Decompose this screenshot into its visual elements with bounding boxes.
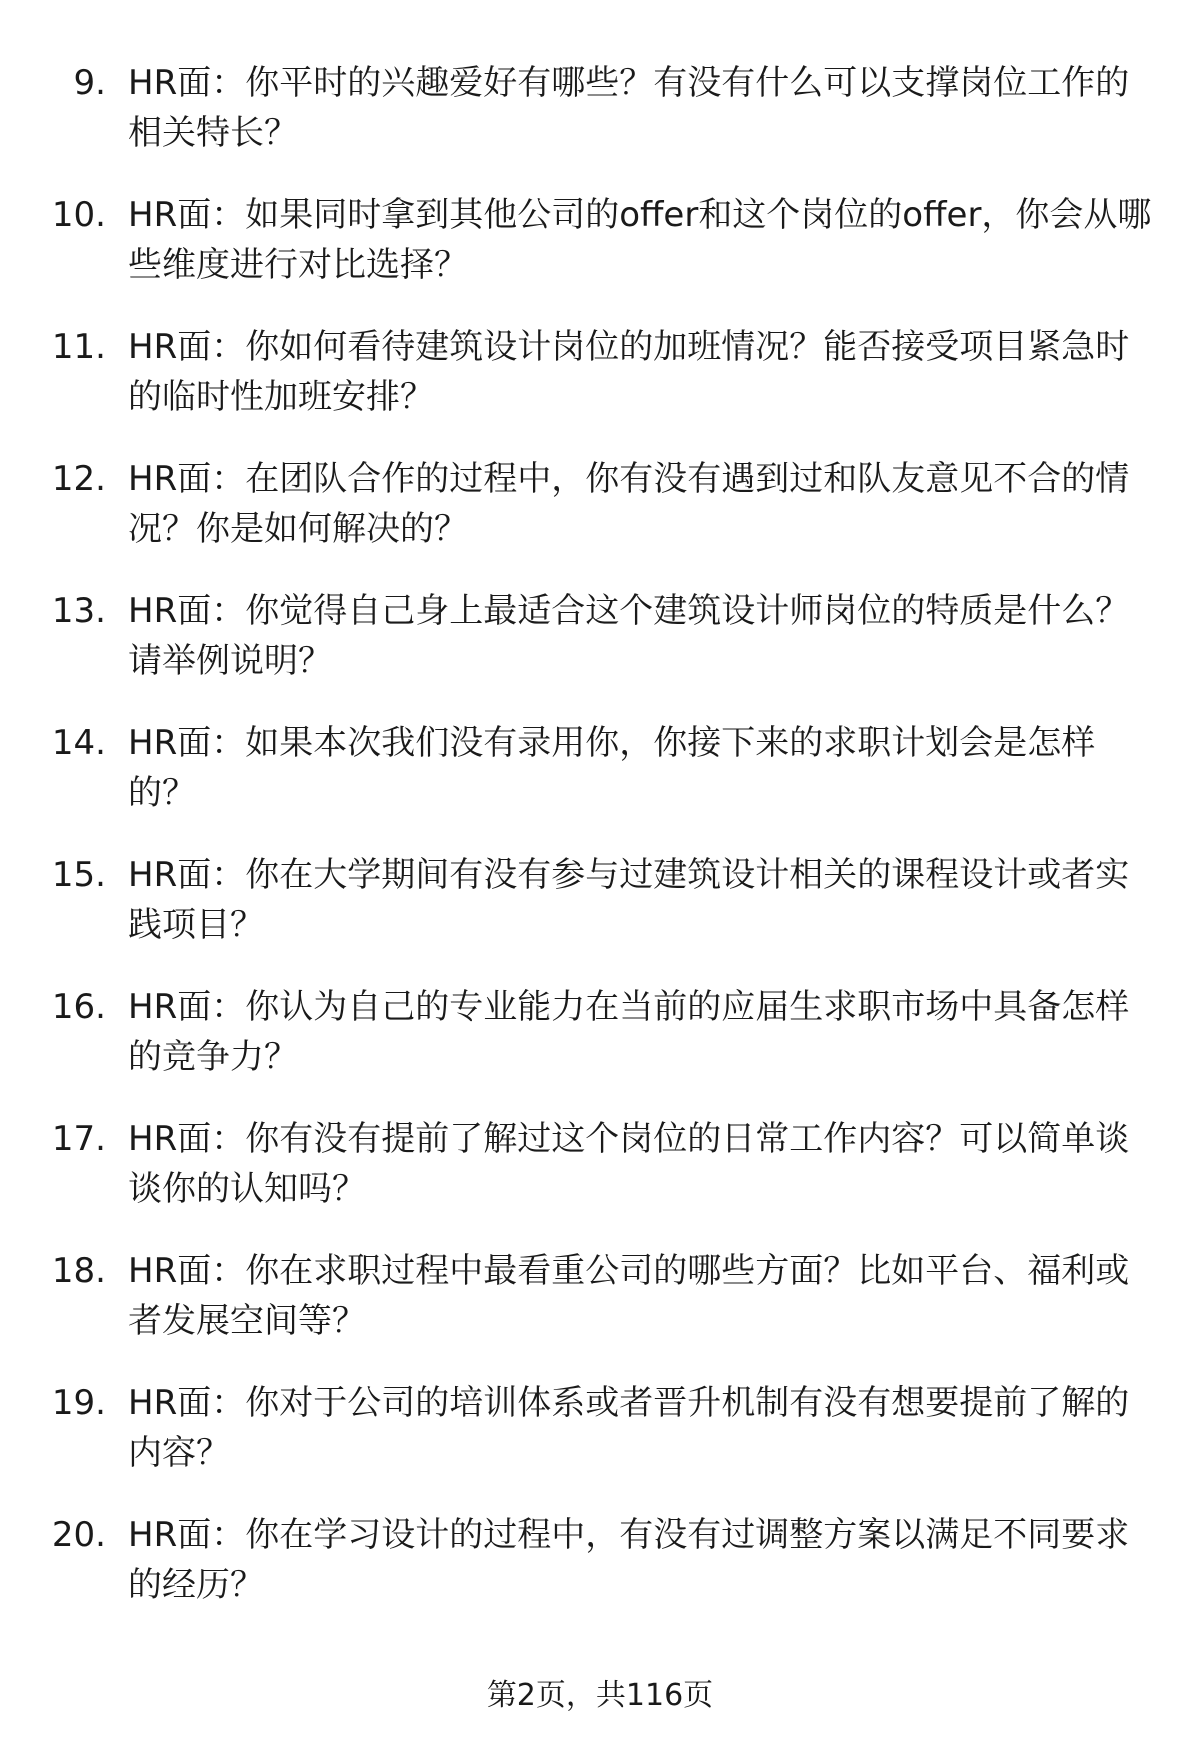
question-text: HR面：你在学习设计的过程中，有没有过调整方案以满足不同要求的经历？ bbox=[128, 1515, 1130, 1605]
list-item bbox=[0, 1378, 1200, 1510]
list-item bbox=[0, 454, 1200, 586]
question-number: 13. bbox=[51, 591, 106, 631]
list-item bbox=[0, 850, 1200, 982]
question-number: 19. bbox=[51, 1383, 106, 1423]
question-text: HR面：你在大学期间有没有参与过建筑设计相关的课程设计或者实践项目？ bbox=[128, 855, 1130, 945]
question-text: HR面：如果同时拿到其他公司的offer和这个岗位的offer，你会从哪些维度进行对比选择？ bbox=[128, 195, 1152, 285]
question-text: HR面：你如何看待建筑设计岗位的加班情况？能否接受项目紧急时的临时性加班安排？ bbox=[128, 327, 1130, 417]
question-text: HR面：你在求职过程中最看重公司的哪些方面？比如平台、福利或者发展空间等？ bbox=[128, 1251, 1130, 1341]
question-number: 18. bbox=[51, 1251, 106, 1291]
question-number: 17. bbox=[51, 1119, 106, 1159]
list-item bbox=[0, 1510, 1200, 1642]
page-footer: 第2页，共116页 bbox=[486, 1678, 714, 1713]
question-number: 12. bbox=[51, 459, 106, 499]
list-item bbox=[0, 190, 1200, 322]
question-number: 20. bbox=[51, 1515, 106, 1555]
list-item bbox=[0, 322, 1200, 454]
question-number: 10. bbox=[51, 195, 106, 235]
question-text: HR面：在团队合作的过程中，你有没有遇到过和队友意见不合的情况？你是如何解决的？ bbox=[128, 459, 1130, 549]
question-number: 11. bbox=[51, 327, 106, 367]
list-item bbox=[0, 1246, 1200, 1378]
list-item bbox=[0, 586, 1200, 718]
question-text: HR面：你有没有提前了解过这个岗位的日常工作内容？可以简单谈谈你的认知吗？ bbox=[128, 1119, 1130, 1209]
list-item bbox=[0, 1114, 1200, 1246]
question-number: 15. bbox=[51, 855, 106, 895]
list-item bbox=[0, 58, 1200, 190]
list-item bbox=[0, 982, 1200, 1114]
question-text: HR面：你平时的兴趣爱好有哪些？有没有什么可以支撑岗位工作的相关特长？ bbox=[128, 63, 1130, 153]
question-list bbox=[0, 58, 1200, 1642]
question-number: 14. bbox=[51, 723, 106, 763]
question-number: 9. bbox=[73, 63, 106, 103]
question-number: 16. bbox=[51, 987, 106, 1027]
question-text: HR面：你认为自己的专业能力在当前的应届生求职市场中具备怎样的竞争力？ bbox=[128, 987, 1130, 1077]
question-text: HR面：你对于公司的培训体系或者晋升机制有没有想要提前了解的内容？ bbox=[128, 1383, 1130, 1473]
question-text: HR面：如果本次我们没有录用你，你接下来的求职计划会是怎样的？ bbox=[128, 723, 1096, 813]
question-text: HR面：你觉得自己身上最适合这个建筑设计师岗位的特质是什么？请举例说明？ bbox=[128, 591, 1130, 681]
list-item bbox=[0, 718, 1200, 850]
